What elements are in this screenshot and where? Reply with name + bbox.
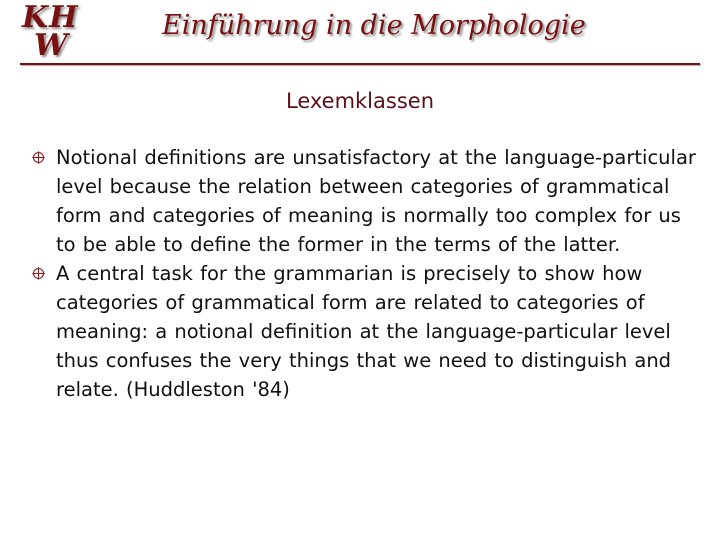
logo-line-1: KH xyxy=(22,0,79,35)
cross-quarter-icon xyxy=(32,151,45,164)
slide-title xyxy=(0,89,720,113)
header-divider xyxy=(20,63,700,65)
course-title: Einführung in die Morphologie xyxy=(162,10,586,41)
logo xyxy=(22,2,102,62)
cross-quarter-icon xyxy=(32,267,45,280)
bullet-text: Notional definitions are unsatisfactory at the language-particular level because the relation between categories of grammatical form and categories of meaning is normally too complex for us to be able to define the former in the terms of the latter. xyxy=(56,146,696,256)
bullet-list xyxy=(32,143,702,404)
bullet-item xyxy=(32,259,702,404)
bullet-text: A central task for the grammarian is precisely to show how categories of grammatical form are related to categories of meaning: a notional definition at the language-particular level thus confuses the very things that we need to distinguish and relate. (Huddleston '84) xyxy=(56,262,672,401)
logo-line-2: W xyxy=(34,28,68,63)
bullet-item xyxy=(32,143,702,259)
slide-title-text: Lexemklassen xyxy=(285,89,434,113)
